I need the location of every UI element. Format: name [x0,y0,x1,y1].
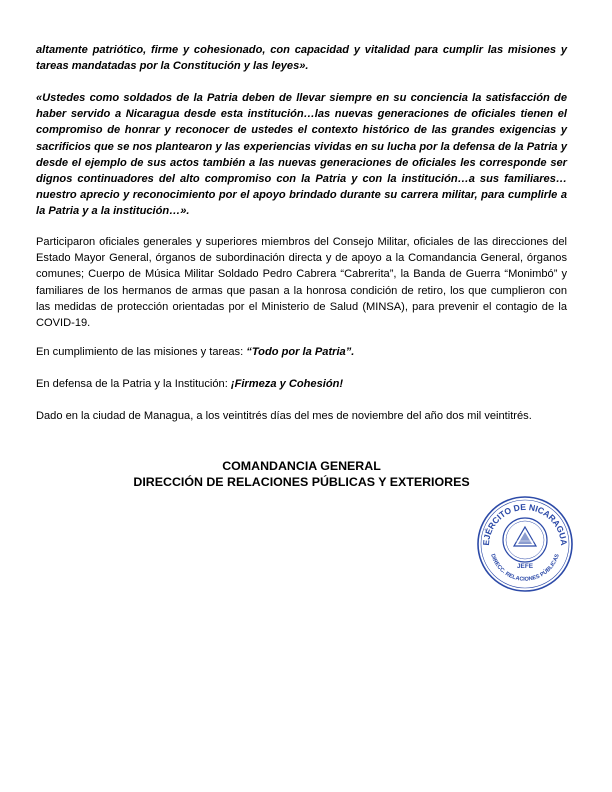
mission-lead: En cumplimiento de las misiones y tareas: [36,346,247,358]
signature-line-1: COMANDANCIA GENERAL [222,459,381,473]
paragraph-participants: Participaron oficiales generales y superiores miembros del Consejo Militar, oficiales de las direcciones del Estado Mayor General, órganos de subordinación directa y de apoyo a la Comandancia General, órganos comunes; Cuerpo de Música Militar Soldado Pedro Cabrera “Cabrerita”, la Banda de Guerra “Monimbó” y familiares de los hermanos de armas que pasan a la honrosa condición de retiro, los que cumplieron con las medidas de protección orientadas por el Ministerio de Salud (MINSA), para prevenir el contagio de la COVID-19. [36,236,567,330]
defense-motto: ¡Firmeza y Cohesión! [230,378,344,390]
mission-motto: “Todo por la Patria”. [246,346,355,358]
seal-bottom-text: DIRECC. RELACIONES PÚBLICAS [489,553,561,583]
seal-center-text: JEFE [517,563,533,570]
defense-lead: En defensa de la Patria y la Institución: [36,378,231,390]
seal-top-text: EJÉRCITO DE NICARAGUA [480,501,570,546]
official-seal [475,494,575,594]
paragraph-date: Dado en la ciudad de Managua, a los veintitrés días del mes de noviembre del año dos mil veintitrés. [36,410,532,422]
seal-emblem-icon [514,527,536,546]
paragraph-defense [36,376,567,392]
paragraph-quote: «Ustedes como soldados de la Patria deben de llevar siempre en su conciencia la satisfacción de haber servido a Nicaragua desde esta institución…las nuevas generaciones de oficiales tienen el compromiso de honrar y reconocer de ustedes el contexto histórico de las grandes exigencias y sacrificios que se nos plantearon y las experiencias vividas en su lucha por la defensa de la Patria y desde el ejemplo de sus actos también a las nuevas generaciones de oficiales les corresponde ser dignos continuadores del alto compromiso con la Patria y con la institución…a sus familiares…nuestro aprecio y reconocimiento por el apoyo brindado durante su carrera militar, para cumplirle a la Patria y a la institución…». [36,92,567,218]
paragraph-mission [36,344,567,360]
paragraph-continuation: altamente patriótico, firme y cohesionado, con capacidad y vitalidad para cumplir las misiones y tareas mandatadas por la Constitución y las leyes». [36,44,567,73]
signature-line-2: DIRECCIÓN DE RELACIONES PÚBLICAS Y EXTERIORES [133,475,470,489]
